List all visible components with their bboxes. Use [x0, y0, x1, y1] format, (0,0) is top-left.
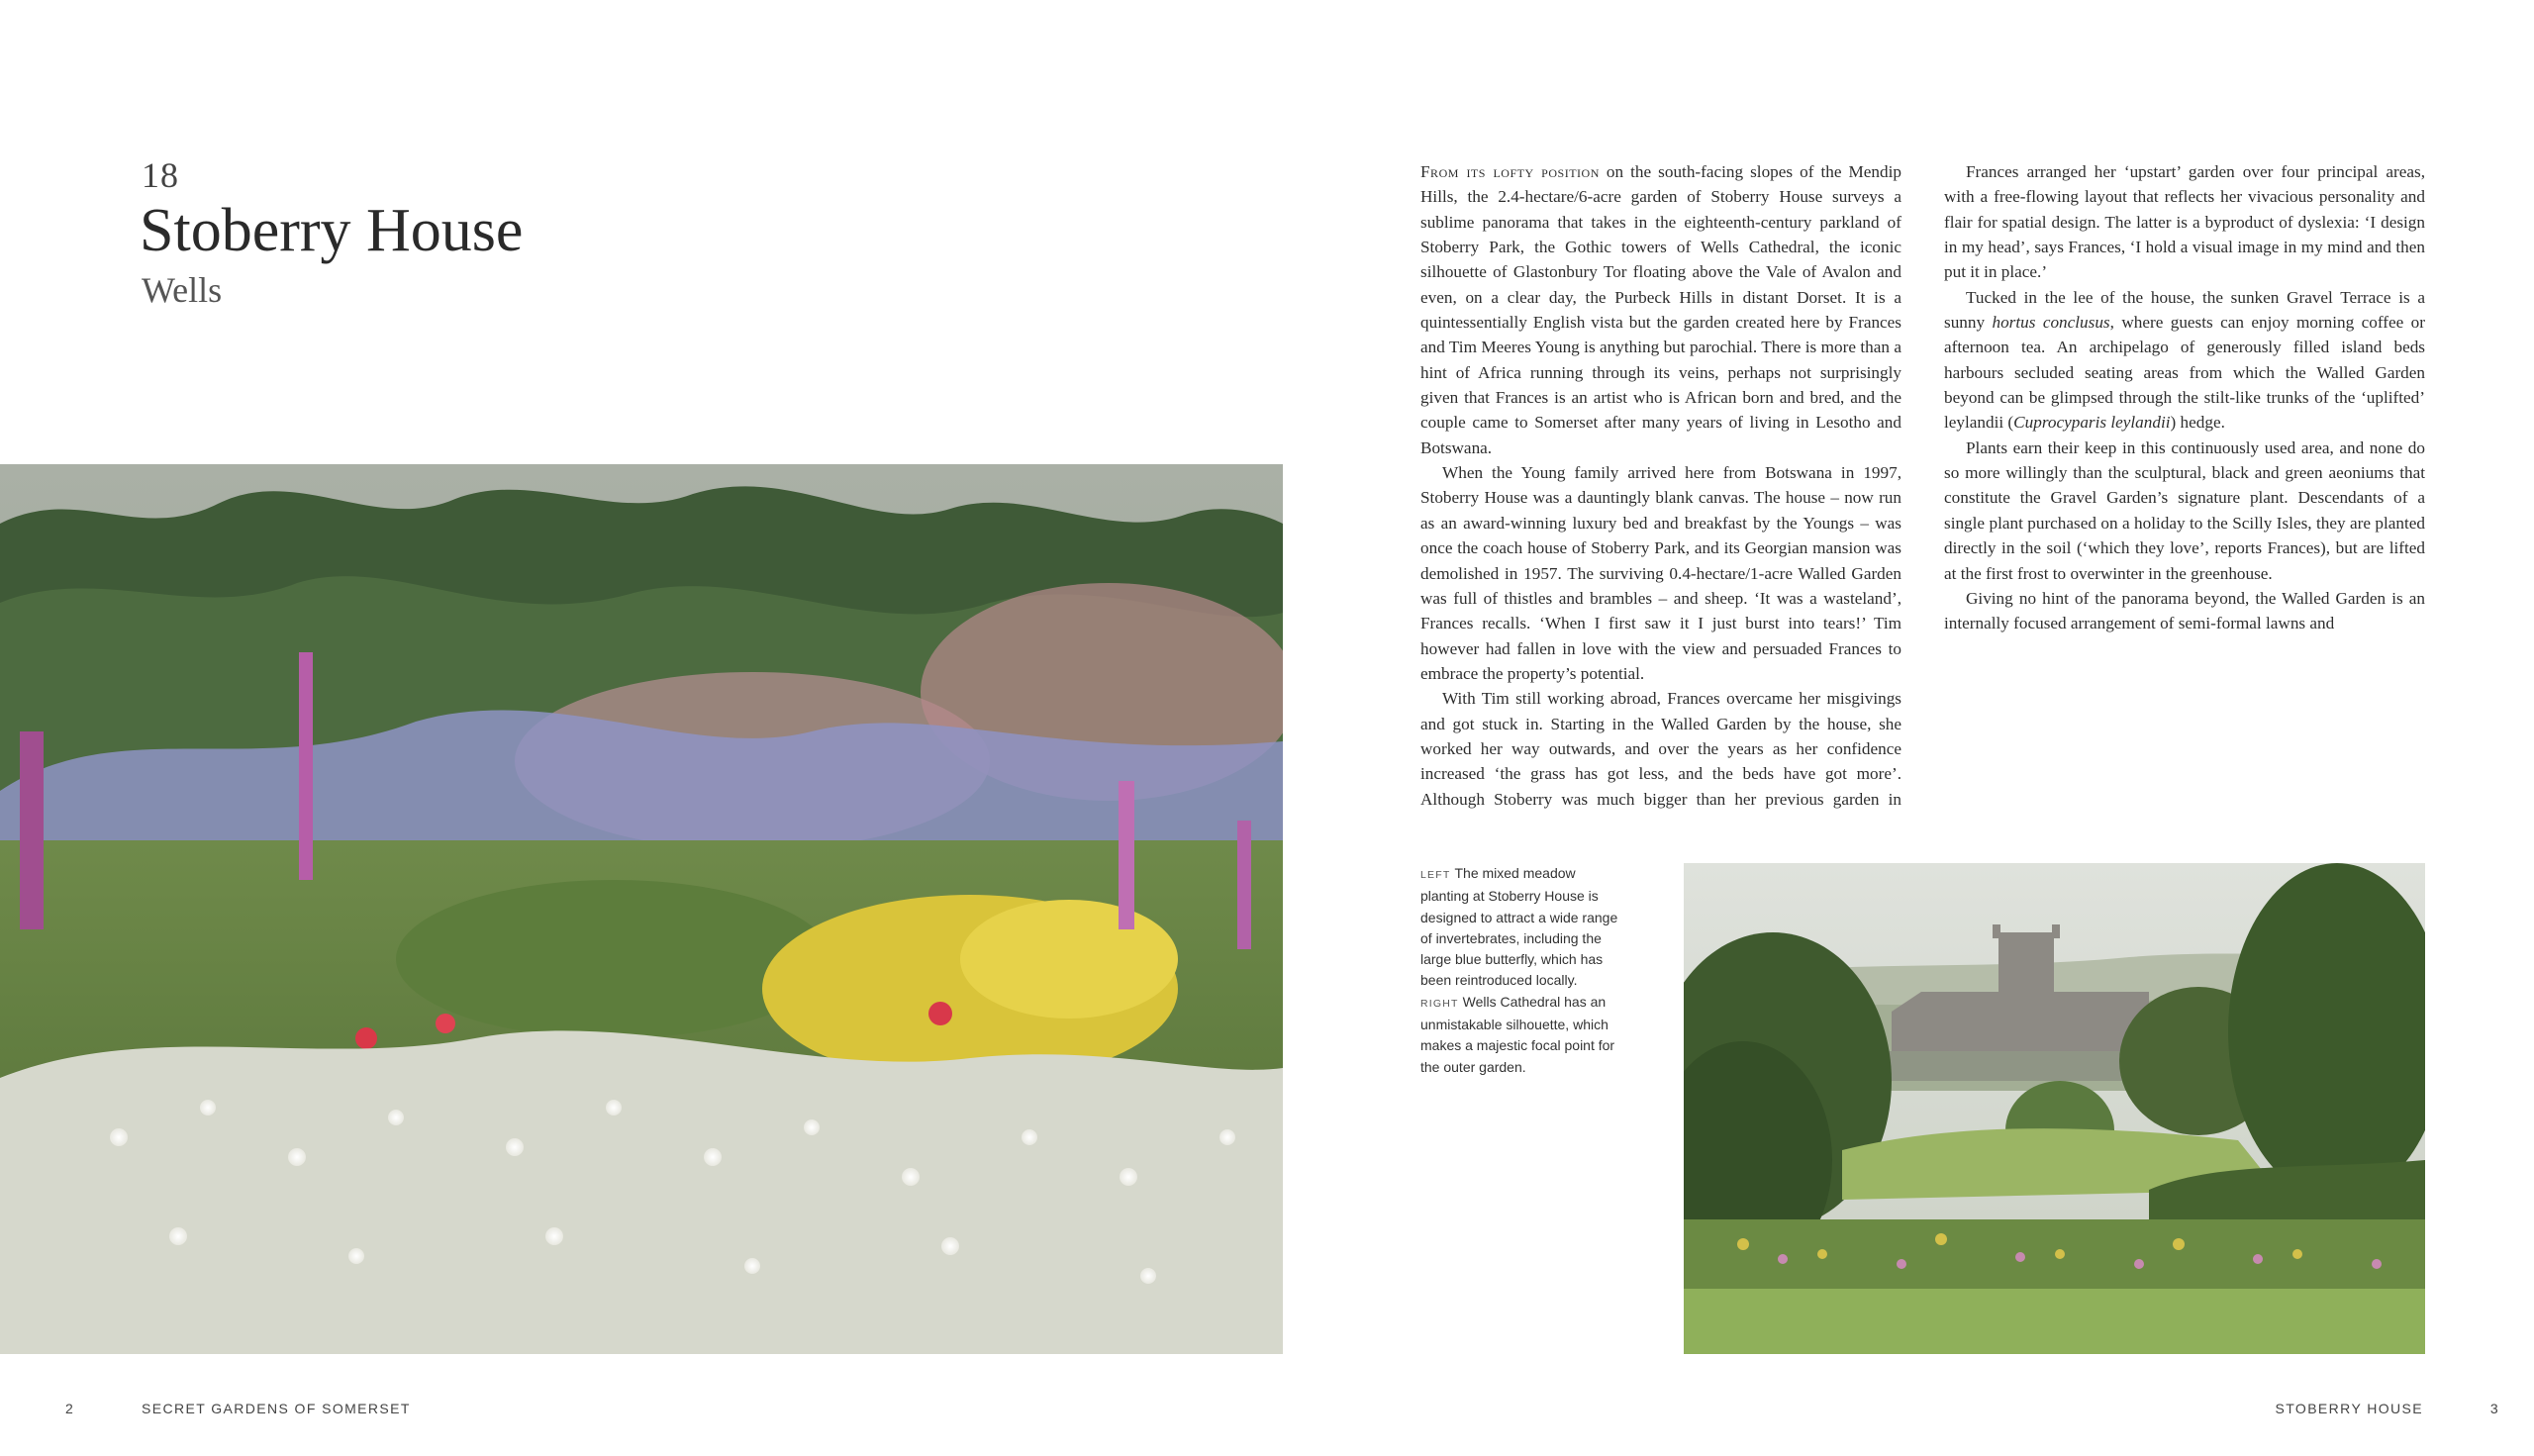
- caption-left-line-1: LEFT The mixed meadow: [1420, 865, 1576, 881]
- paragraph-5-text-b: , where guests can enjoy morning coffee or afternoon tea. An archipelago of generously filled island beds harbours secluded seating areas from which the Walled Garden beyond can be glimpsed through the stilt-like trunks of the ‘uplifted’ leylandii (: [1944, 313, 2425, 433]
- hortus-conclusus-italic: hortus conclusus: [1992, 313, 2110, 333]
- paragraph-5: [1944, 285, 2425, 436]
- cathedral-photo-illustration: [1684, 863, 2425, 1354]
- paragraph-5-text-c: ) hedge.: [2170, 413, 2225, 433]
- latin-name-italic: Cuprocyparis leylandii: [2013, 413, 2171, 433]
- paragraph-2: When the Young family arrived here from Botswana in 1997, Stoberry House was a dauntingly blank canvas. The house – now run as an award-winning luxury bed and breakfast by the Youngs – was once the coach house of Stoberry Park, and its Georgian mansion was demolished in 1957. The surviving 0.4-hectare/1-acre Walled Garden was full of thistles and brambles – and sheep. ‘It was a wasteland’, Frances recalls. ‘When I first saw it I just burst into tears!’ Tim however had fallen in love with the view and persuaded Frances to embrace the property’s potential.: [1420, 463, 1901, 683]
- caption-left-line-6: been reintroduced locally.: [1420, 972, 1578, 989]
- caption-left-line-5: large blue butterfly, which has: [1420, 951, 1604, 968]
- paragraph-6: Plants earn their keep in this continuously used area, and none do so more willingly than the sculptural, black and green aeoniums that constitute the Gravel Garden’s signature plant. Descendants of a single plant purchased on a holiday to the Scilly Isles, they are planted directly in the soil (‘which they love’, reports Frances), but are lifted at the first frost to overwinter in the greenhouse.: [1944, 437, 2425, 583]
- caption-left-line-4: of invertebrates, including the: [1420, 929, 1602, 946]
- caption-right-line-1: RIGHT Wells Cathedral has an: [1420, 993, 1607, 1010]
- paragraph-1: [1420, 159, 1901, 460]
- caption-right-line-2: unmistakable silhouette, which: [1420, 1017, 1608, 1033]
- wells-cathedral-view-photo: [1684, 863, 2425, 1354]
- left-page-number: 2: [65, 1401, 75, 1416]
- caption-left-line-2: planting at Stoberry House is: [1420, 888, 1599, 905]
- chapter-number: 18: [142, 155, 179, 195]
- caption-right-line-4: the outer garden.: [1420, 1058, 1526, 1075]
- paragraph-7: Giving no hint of the panorama beyond, the Walled Garden is an internally focused arrangement of semi-formal lawns and: [1944, 588, 2425, 633]
- right-page-number: 3: [2489, 1401, 2499, 1416]
- lead-in-smallcaps: From its lofty position: [1420, 162, 1600, 181]
- paragraph-5-text-a: Tucked in the lee of the house, the sunken Gravel Terrace is a sunny: [1944, 287, 2425, 333]
- right-running-title: STOBERRY HOUSE: [2275, 1401, 2423, 1416]
- meadow-photo-illustration: [0, 464, 1283, 1354]
- body-text-column-1: [1420, 159, 1901, 813]
- paragraph-1-text: on the south-facing slopes of the Mendip Hills, the 2.4-hectare/6-acre garden of Stoberry House surveys a sublime panorama that takes in the eighteenth-century parkland of Stoberry Park, the Gothic towers of Wells Cathedral, the iconic silhouette of Glastonbury Tor floating above the Vale of Avalon and even, on a clear day, the Purbeck Hills in distant Dorset. It is a quintessentially English vista but the garden created here by Frances and Tim Meeres Young is anything but parochial. There is more than a hint of Africa running through its veins, perhaps not surprisingly given that Frances is an artist who is African born and bred, and the couple came to Somerset after many years of living in Lesotho and Botswana.: [1420, 162, 1901, 457]
- body-text-column-2: [1944, 159, 2425, 813]
- caption-left-line-3: designed to attract a wide range: [1420, 909, 1618, 925]
- caption-right-line-3: makes a majestic focal point for: [1420, 1037, 1615, 1054]
- paragraph-4: Frances arranged her ‘upstart’ garden over four principal areas, with a free-flowing layout that reflects her vivacious personality and flair for spatial design. The latter is a byproduct of dyslexia: ‘I design in my head’, says Frances, ‘I hold a visual image in my mind and then put it in place.’: [1944, 162, 2425, 282]
- chapter-subtitle: Wells: [142, 270, 223, 310]
- chapter-title: Stoberry House: [140, 197, 524, 264]
- paragraph-3: With Tim still working abroad, Frances overcame her misgivings and got stuck in. Starting in the Walled Garden by the house, she worked her way outwards, and over the years as her confidence increased ‘the grass has got less, and the beds have got more’. Although Stoberry was much bigger than her previous garden in: [1420, 689, 1901, 809]
- caption-right-tag: RIGHT: [1420, 997, 1459, 1010]
- caption-left-tag: LEFT: [1420, 869, 1451, 881]
- photo-caption: [1420, 863, 1643, 1078]
- meadow-planting-photo: [0, 464, 1283, 1354]
- left-running-title: SECRET GARDENS OF SOMERSET: [142, 1401, 411, 1416]
